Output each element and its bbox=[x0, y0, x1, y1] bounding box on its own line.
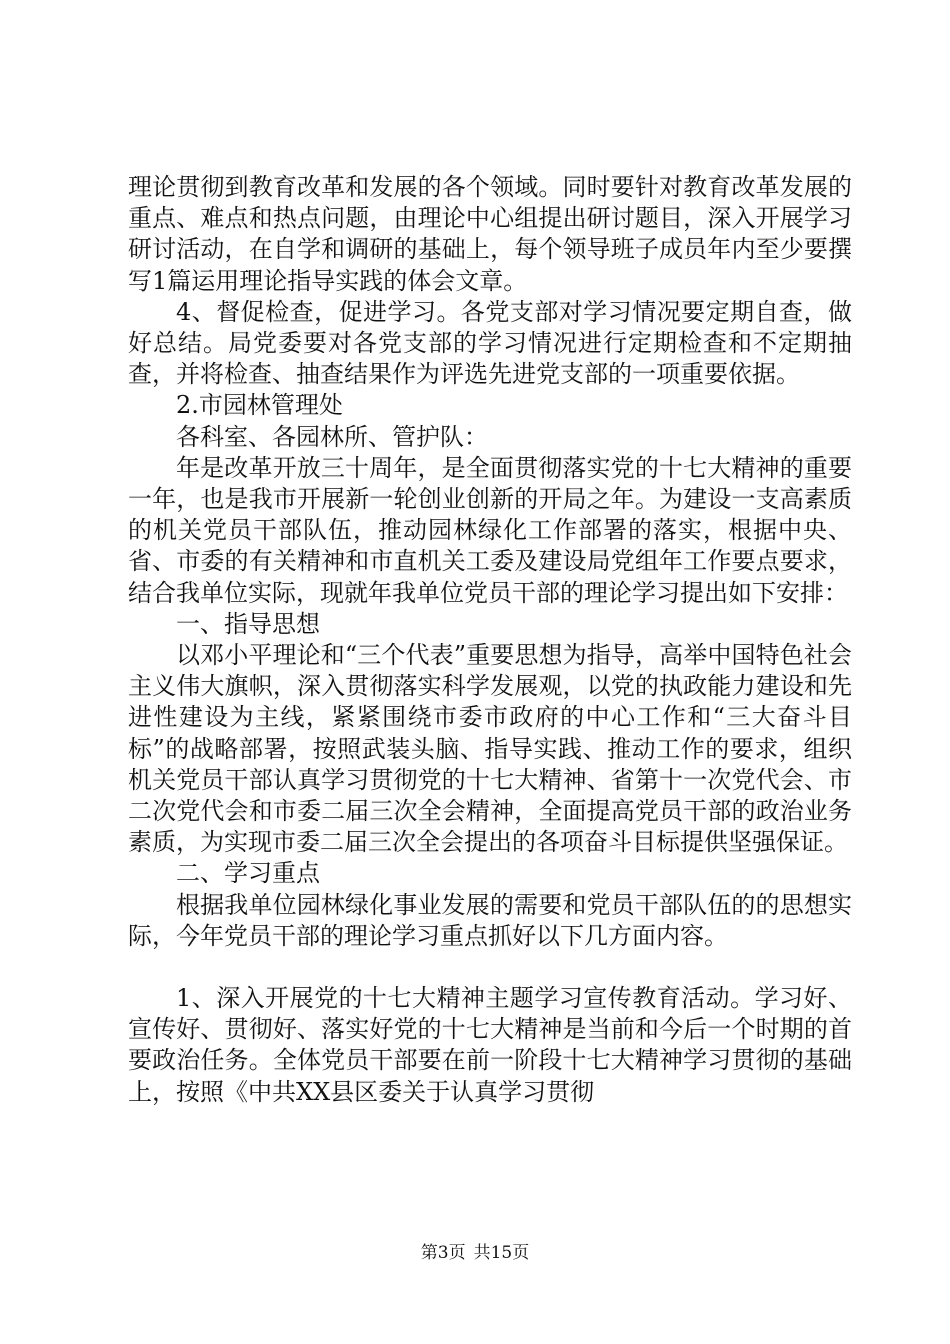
paragraph-guiding-thought: 以邓小平理论和“三个代表”重要思想为指导，高举中国特色社会主义伟大旗帜，深入贯彻落实科学发展观，以党的执政能力建设和先进性建设为主线，紧紧围绕市委市政府的中心工作和“三大奋斗目标”的战略部署，按照武装头脑、指导实践、推动工作的要求，组织机关党员干部认真学习贯彻党的十七大精神、省第十一次党代会、市二次党代会和市委二届三次全会精神，全面提高党员干部的政治业务素质，为实现市委二届三次全会提出的各项奋斗目标提供坚强保证。 bbox=[128, 641, 852, 857]
page-total: 共15页 bbox=[473, 1243, 530, 1263]
heading-study-focus: 二、学习重点 bbox=[176, 859, 320, 888]
addressee-line: 各科室、各园林所、管护队： bbox=[176, 422, 488, 451]
paragraph-intro: 年是改革开放三十周年，是全面贯彻落实党的十七大精神的重要一年，也是我市开展新一轮创业创新的开局之年。为建设一支高素质的机关党员干部队伍，推动园林绿化工作部署的落实，根据中央、省、市委的有关精神和市直机关工委及建设局党组年工作要点要求，结合我单位实际，现就年我单位党员干部的理论学习提出如下安排： bbox=[128, 453, 852, 607]
page-number: 第3页 bbox=[420, 1243, 466, 1263]
document-body bbox=[128, 172, 852, 1108]
paragraph-supervise-check: 4、督促检查，促进学习。各党支部对学习情况要定期自查，做好总结。局党委要对各党支部的学习情况进行定期检查和不定期抽查，并将检查、抽查结果作为评选先进党支部的一项重要依据。 bbox=[128, 297, 852, 389]
paragraph-study-focus: 根据我单位园林绿化事业发展的需要和党员干部队伍的的思想实际，今年党员干部的理论学习重点抓好以下几方面内容。 bbox=[128, 890, 852, 950]
section-heading-garden-office: 2.市园林管理处 bbox=[176, 391, 343, 420]
paragraph-continuation: 理论贯彻到教育改革和发展的各个领域。同时要针对教育改革发展的重点、难点和热点问题，由理论中心组提出研讨题目，深入开展学习研讨活动，在自学和调研的基础上，每个领导班子成员年内至少要撰写1篇运用理论指导实践的体会文章。 bbox=[128, 173, 852, 295]
page-footer bbox=[0, 1242, 950, 1264]
heading-guiding-thought: 一、指导思想 bbox=[176, 609, 320, 638]
paragraph-item-1: 1、深入开展党的十七大精神主题学习宣传教育活动。学习好、宣传好、贯彻好、落实好党的十七大精神是当前和今后一个时期的首要政治任务。全体党员干部要在前一阶段十七大精神学习贯彻的基础上，按照《中共XX县区委关于认真学习贯彻 bbox=[128, 984, 852, 1106]
paragraph-gap bbox=[128, 952, 852, 983]
